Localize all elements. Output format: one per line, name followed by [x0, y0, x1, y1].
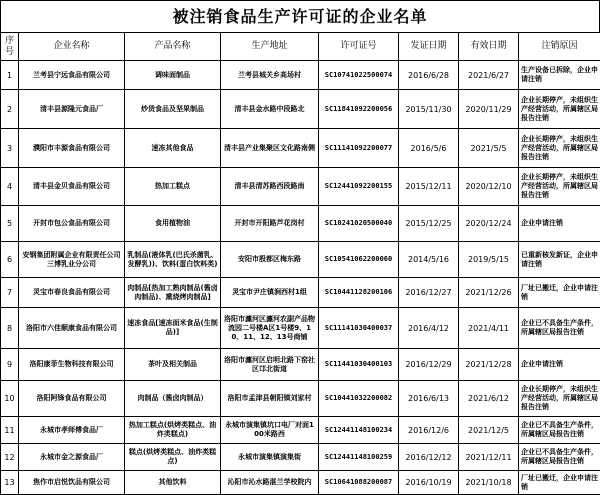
cell-product: 其他饮料	[125, 471, 221, 495]
cell-address: 永城市演集镇演集街	[221, 444, 319, 471]
cell-no: 13	[1, 471, 19, 495]
cell-no: 5	[1, 206, 19, 242]
cell-license: SC11141030400037	[319, 308, 399, 349]
cell-valid-date: 2021/6/12	[459, 381, 519, 417]
cell-reason: 企业长期停产，未组织生产经营活动，所属辖区局报告注销	[519, 381, 600, 417]
header-issue-date: 发证日期	[399, 33, 459, 61]
header-address: 生产地址	[221, 33, 319, 61]
cell-valid-date: 2021/10/18	[459, 471, 519, 495]
table-row	[1, 278, 600, 308]
cell-reason: 生产设备已拆除，企业申请注销	[519, 61, 600, 90]
table-row	[1, 61, 600, 90]
cell-address: 永城市演集镇坑口电厂对面100米路西	[221, 417, 319, 444]
cell-address: 开封市开阳路芦花岗村	[221, 206, 319, 242]
cell-valid-date: 2020/11/29	[459, 90, 519, 129]
cell-product: 热加工糕点	[125, 168, 221, 206]
cell-reason: 企业长期停产，未组织生产经营活动，所属辖区局报告注销	[519, 129, 600, 168]
cell-issue-date: 2016/12/6	[399, 417, 459, 444]
cell-company: 洛阳康菲生物科技有限公司	[19, 349, 125, 381]
cell-issue-date: 2016/10/19	[399, 471, 459, 495]
cell-reason: 企业已不具备生产条件，所属辖区局报告注销	[519, 417, 600, 444]
cell-address: 兰考县城关乡高场村	[221, 61, 319, 90]
cell-company: 永城市金之源食品厂	[19, 444, 125, 471]
cell-no: 3	[1, 129, 19, 168]
cell-issue-date: 2016/6/13	[399, 381, 459, 417]
cell-license: SC10441128200106	[319, 278, 399, 308]
table-row	[1, 90, 600, 129]
cell-reason: 企业已不具备生产条件，所属辖区局报告注销	[519, 444, 600, 471]
header-reason: 注销原因	[519, 33, 600, 61]
cell-product: 炒货食品及坚果制品	[125, 90, 221, 129]
cell-license: SC10441032200082	[319, 381, 399, 417]
cell-product: 食用植物油	[125, 206, 221, 242]
cell-reason: 已重新核发新证，企业申请注销	[519, 242, 600, 278]
header-company: 企业名称	[19, 33, 125, 61]
cell-company: 兰考县宁远食品有限公司	[19, 61, 125, 90]
header-row	[1, 33, 600, 61]
cell-valid-date: 2021/6/27	[459, 61, 519, 90]
cell-reason: 厂址已搬迁，企业申请注销	[519, 471, 600, 495]
cell-address: 清丰县清苏路西段路南	[221, 168, 319, 206]
cell-issue-date: 2016/4/12	[399, 308, 459, 349]
cell-valid-date: 2020/12/24	[459, 206, 519, 242]
cell-company: 濮阳市丰源食品有限公司	[19, 129, 125, 168]
cell-license: SC11441030400103	[319, 349, 399, 381]
header-no: 序号	[1, 33, 19, 61]
cell-reason: 企业申请注销	[519, 349, 600, 381]
cell-issue-date: 2016/12/12	[399, 444, 459, 471]
cell-address: 洛阳市瀍河区启明北路下窑社区邙北街道	[221, 349, 319, 381]
cell-no: 10	[1, 381, 19, 417]
cell-issue-date: 2016/5/6	[399, 129, 459, 168]
cell-license: SC10541062200060	[319, 242, 399, 278]
cell-no: 8	[1, 308, 19, 349]
cell-license: SC12441148100234	[319, 417, 399, 444]
cell-valid-date: 2021/12/28	[459, 349, 519, 381]
cell-issue-date: 2015/11/30	[399, 90, 459, 129]
cell-product: 速冻其他食品	[125, 129, 221, 168]
cell-company: 洛阳市六佳顺康食品有限公司	[19, 308, 125, 349]
table-row	[1, 206, 600, 242]
table-row	[1, 381, 600, 417]
header-valid-date: 有效日期	[459, 33, 519, 61]
cell-license: SC10641088200087	[319, 471, 399, 495]
cell-no: 2	[1, 90, 19, 129]
table-row	[1, 349, 600, 381]
header-product: 产品名称	[125, 33, 221, 61]
cell-license: SC12441092200155	[319, 168, 399, 206]
table-row	[1, 129, 600, 168]
license-table	[0, 32, 600, 495]
cell-address: 清丰县金水路中段路北	[221, 90, 319, 129]
cell-company: 洛阳阿锋食品有限公司	[19, 381, 125, 417]
cell-address: 灵宝市尹庄镇涧西村1组	[221, 278, 319, 308]
cell-valid-date: 2021/12/26	[459, 278, 519, 308]
table-row	[1, 417, 600, 444]
cell-product: 肉制品[热加工熟肉制品(酱卤肉制品)、熏烧烤肉制品]	[125, 278, 221, 308]
cell-address: 洛阳市孟津县朝阳镇刘家村	[221, 381, 319, 417]
cell-license: SC12441148100259	[319, 444, 399, 471]
cell-product: 茶叶及相关制品	[125, 349, 221, 381]
cell-no: 6	[1, 242, 19, 278]
cell-company: 焦作市启悦饮品有限公司	[19, 471, 125, 495]
cell-valid-date: 2019/5/15	[459, 242, 519, 278]
header-license: 许可证号	[319, 33, 399, 61]
cell-issue-date: 2015/12/25	[399, 206, 459, 242]
cell-company: 永城市孝师傅食品厂	[19, 417, 125, 444]
cell-issue-date: 2014/5/16	[399, 242, 459, 278]
cell-no: 4	[1, 168, 19, 206]
cell-no: 9	[1, 349, 19, 381]
cell-company: 清丰县金贝食品有限公司	[19, 168, 125, 206]
cell-address: 洛阳市瀍河区瀍河农副产品物流园二号楼A区1号楼9、10、11、12、13号商铺	[221, 308, 319, 349]
cell-address: 清丰县产业集聚区文化路南侧	[221, 129, 319, 168]
table-row	[1, 471, 600, 495]
cell-company: 灵宝市春良食品有限公司	[19, 278, 125, 308]
cell-product: 速冻食品[速冻面米食品(生制品)]	[125, 308, 221, 349]
cell-reason: 企业长期停产，未组织生产经营活动，所属辖区局报告注销	[519, 168, 600, 206]
table-row	[1, 168, 600, 206]
cell-license: SC10241020500040	[319, 206, 399, 242]
table-row	[1, 444, 600, 471]
cell-company: 开封市包公食品有限公司	[19, 206, 125, 242]
cell-valid-date: 2021/5/5	[459, 129, 519, 168]
cell-reason: 企业申请注销	[519, 206, 600, 242]
cell-reason: 厂址已搬迁，企业申请注销	[519, 278, 600, 308]
cell-license: SC11141092200077	[319, 129, 399, 168]
cell-no: 1	[1, 61, 19, 90]
page-title: 被注销食品生产许可证的企业名单	[0, 0, 600, 32]
cell-product: 热加工糕点(烘烤类糕点、油炸类糕点)	[125, 417, 221, 444]
cell-company: 安钢集团附属企业有限责任公司三博乳业分公司	[19, 242, 125, 278]
cell-product: 乳制品(液体乳(巴氏杀菌乳、发酵乳))、饮料(蛋白饮料类)	[125, 242, 221, 278]
cell-valid-date: 2021/12/11	[459, 444, 519, 471]
cell-issue-date: 2016/12/29	[399, 349, 459, 381]
cell-issue-date: 2016/6/28	[399, 61, 459, 90]
cell-product: 糕点(烘烤类糕点、油炸类糕点)	[125, 444, 221, 471]
cell-issue-date: 2015/12/11	[399, 168, 459, 206]
cell-product: 肉制品（酱卤肉制品）	[125, 381, 221, 417]
cell-issue-date: 2016/12/27	[399, 278, 459, 308]
cell-company: 清丰县源隆元食品厂	[19, 90, 125, 129]
table-row	[1, 242, 600, 278]
cell-reason: 企业已不具备生产条件，所属辖区局报告注销	[519, 308, 600, 349]
cell-valid-date: 2021/12/5	[459, 417, 519, 444]
cell-license: SC11841092200056	[319, 90, 399, 129]
cell-no: 7	[1, 278, 19, 308]
cell-address: 安阳市殷都区梅东路	[221, 242, 319, 278]
cell-no: 12	[1, 444, 19, 471]
cell-product: 调味面制品	[125, 61, 221, 90]
cell-license: SC10741022500074	[319, 61, 399, 90]
cell-valid-date: 2020/12/10	[459, 168, 519, 206]
cell-no: 11	[1, 417, 19, 444]
cell-reason: 企业长期停产，未组织生产经营活动，所属辖区局报告注销	[519, 90, 600, 129]
cell-address: 沁阳市沁水路湛兰学校院内	[221, 471, 319, 495]
cell-valid-date: 2021/4/11	[459, 308, 519, 349]
table-row	[1, 308, 600, 349]
